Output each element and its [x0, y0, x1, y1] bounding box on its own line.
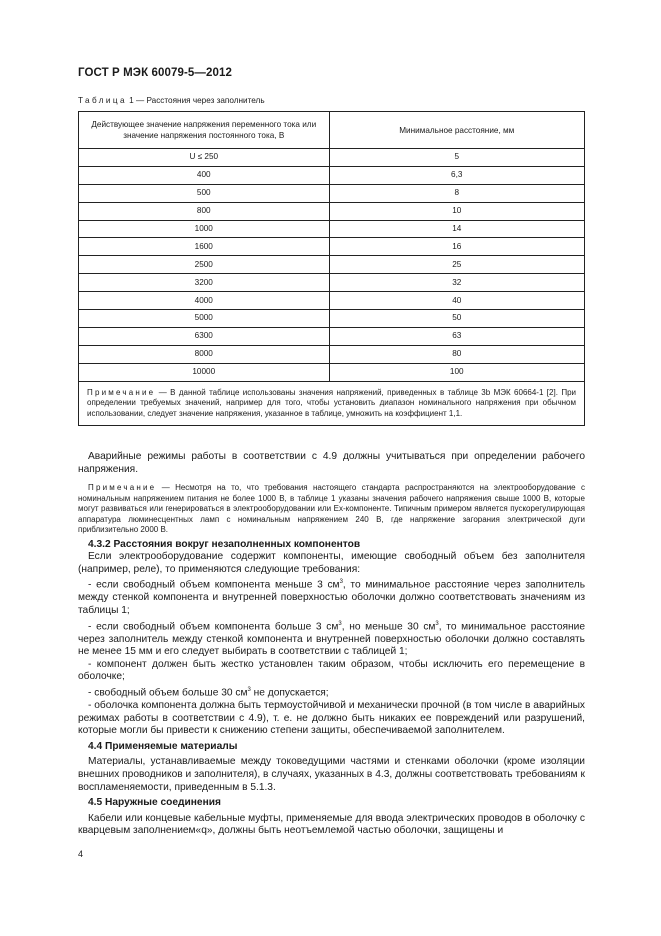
table-note-row: [79, 381, 585, 426]
voltage-cell: 5000: [79, 310, 330, 328]
distance-cell: 5: [329, 149, 585, 167]
main-text: [78, 451, 585, 838]
table-row: [79, 238, 585, 256]
section-4-5-title: 4.5 Наружные соединения: [88, 797, 221, 809]
table-note-label: Примечание: [87, 387, 156, 397]
table-row: [79, 345, 585, 363]
table-row: [79, 327, 585, 345]
distance-cell: 10: [329, 202, 585, 220]
section-4-4-title: 4.4 Применяемые материалы: [88, 740, 238, 752]
distance-cell: 50: [329, 310, 585, 328]
distance-cell: 8: [329, 184, 585, 202]
table-caption-word: Таблица: [78, 96, 127, 105]
table-row: [79, 184, 585, 202]
distance-cell: 40: [329, 292, 585, 310]
table-row: [79, 220, 585, 238]
bullet-enclosure-strength: - оболочка компонента должна быть термоустойчивой и механически прочной (в том числе в аварийных режимах работы в соответствии с 4.9), т. е. не должно быть никаких ее повреждений или разрушений, которые могли бы привести к снижению степени защиты, обеспечиваемой заполнителем.: [78, 699, 585, 737]
voltage-cell: 1600: [79, 238, 330, 256]
table-note: [79, 381, 585, 426]
table-row: [79, 166, 585, 184]
page-number: 4: [78, 849, 84, 859]
voltage-cell: 400: [79, 166, 330, 184]
distance-cell: 25: [329, 256, 585, 274]
voltage-cell: 8000: [79, 345, 330, 363]
bullet-large-volume: - свободный объем больше 30 $см^3$ не допускается;: [88, 687, 329, 699]
table-caption-text: 1 — Расстояния через заполнитель: [126, 96, 265, 105]
table-row: [79, 202, 585, 220]
voltage-cell: 2500: [79, 256, 330, 274]
table-row: [79, 274, 585, 292]
note-voltage: [78, 483, 585, 536]
table-row: [79, 149, 585, 167]
voltage-cell: 10000: [79, 363, 330, 381]
voltage-cell: 6300: [79, 327, 330, 345]
voltage-cell: 4000: [79, 292, 330, 310]
voltage-cell: 3200: [79, 274, 330, 292]
distance-cell: 14: [329, 220, 585, 238]
table-note-text: — В данной таблице использованы значения напряжений, приведенных в таблице 3b МЭК 60664-1 [2]. При определении требуемых значений, например для того, чтобы установить диапазон номинального напряжения при обычном использовании, следует значение напряжения, указанное в таблице, умножить на коэффициент 1,1.: [87, 387, 576, 418]
distance-cell: 32: [329, 274, 585, 292]
table-row: [79, 292, 585, 310]
paragraph-4-5: Кабели или концевые кабельные муфты, применяемые для ввода электрических проводов в оболочку с кварцевым заполнением«q», должны быть неотъемлемой частью оболочки, защищены и: [78, 812, 585, 837]
paragraph-4-3-2-intro: Если электрооборудование содержит компоненты, имеющие свободный объем без заполнителя (например, реле), то применяются следующие требования:: [78, 551, 585, 575]
distance-cell: 80: [329, 345, 585, 363]
voltage-cell: 800: [79, 202, 330, 220]
note-text: — Несмотря на то, что требования настоящего стандарта распространяются на электрооборудование с номинальным напряжением питания не более 1000 В, в таблице 1 указаны значения рабочего напряжения свыше 1000 В, которые могут развиваться или генерироваться в электрооборудовании или Ex-компоненте. Типичным примером является пускорегулирующая аппаратура люминесцентных ламп с номинальным напряжением 240 В, где напряжение загорания электрической дуги приблизительно 2000 В.: [78, 483, 585, 535]
table-row: [79, 310, 585, 328]
distance-cell: 6,3: [329, 166, 585, 184]
voltage-cell: U ≤ 250: [79, 149, 330, 167]
table-caption: [78, 96, 265, 105]
table-header-row: [79, 112, 585, 149]
bullet-medium-volume: - если свободный объем компонента больше 3 $см^3$, но меньше 30 $см^3$, то минимальное расстояние через заполнитель между стенкой компонента и внутренней поверхностью оболочки должно составлять не менее 15 мм и его следует выбирать в соответствии с таблицей 1;: [78, 620, 585, 658]
table-row: [79, 256, 585, 274]
distances-table: [78, 111, 585, 426]
bullet-small-volume: - если свободный объем компонента меньше 3 $см^3$, то минимальное расстояние через заполнитель между стенкой компонента и внутренней поверхностью оболочки должно соответствовать значениям из таблицы 1;: [78, 579, 586, 617]
column-header-distance: Минимальное расстояние, мм: [329, 112, 585, 149]
column-header-voltage: Действующее значение напряжения переменного тока или значение напряжения постоянного тока, В: [79, 112, 330, 149]
paragraph-4-4: Материалы, устанавливаемые между токоведущими частями и стенками оболочки (кроме изоляции внешних проводников и заполнителя), в случаях, указанных в 4.3, должны соответствовать требованиям к воспламеняемости, приведенным в 5.1.3.: [78, 756, 585, 793]
distance-cell: 100: [329, 363, 585, 381]
document-code: ГОСТ Р МЭК 60079-5—2012: [78, 67, 232, 79]
voltage-cell: 500: [79, 184, 330, 202]
bullet-rigid-mount: - компонент должен быть жестко установлен таким образом, чтобы исключить его перемещение в оболочке;: [78, 658, 585, 683]
table-row: [79, 363, 585, 381]
section-4-3-2-title: 4.3.2 Расстояния вокруг незаполненных компонентов: [88, 538, 361, 550]
paragraph-emergency-modes: Аварийные режимы работы в соответствии с 4.9 должны учитываться при определении рабочего напряжения.: [78, 451, 585, 475]
voltage-cell: 1000: [79, 220, 330, 238]
note-label: Примечание: [88, 483, 157, 493]
distance-cell: 16: [329, 238, 585, 256]
distance-cell: 63: [329, 327, 585, 345]
